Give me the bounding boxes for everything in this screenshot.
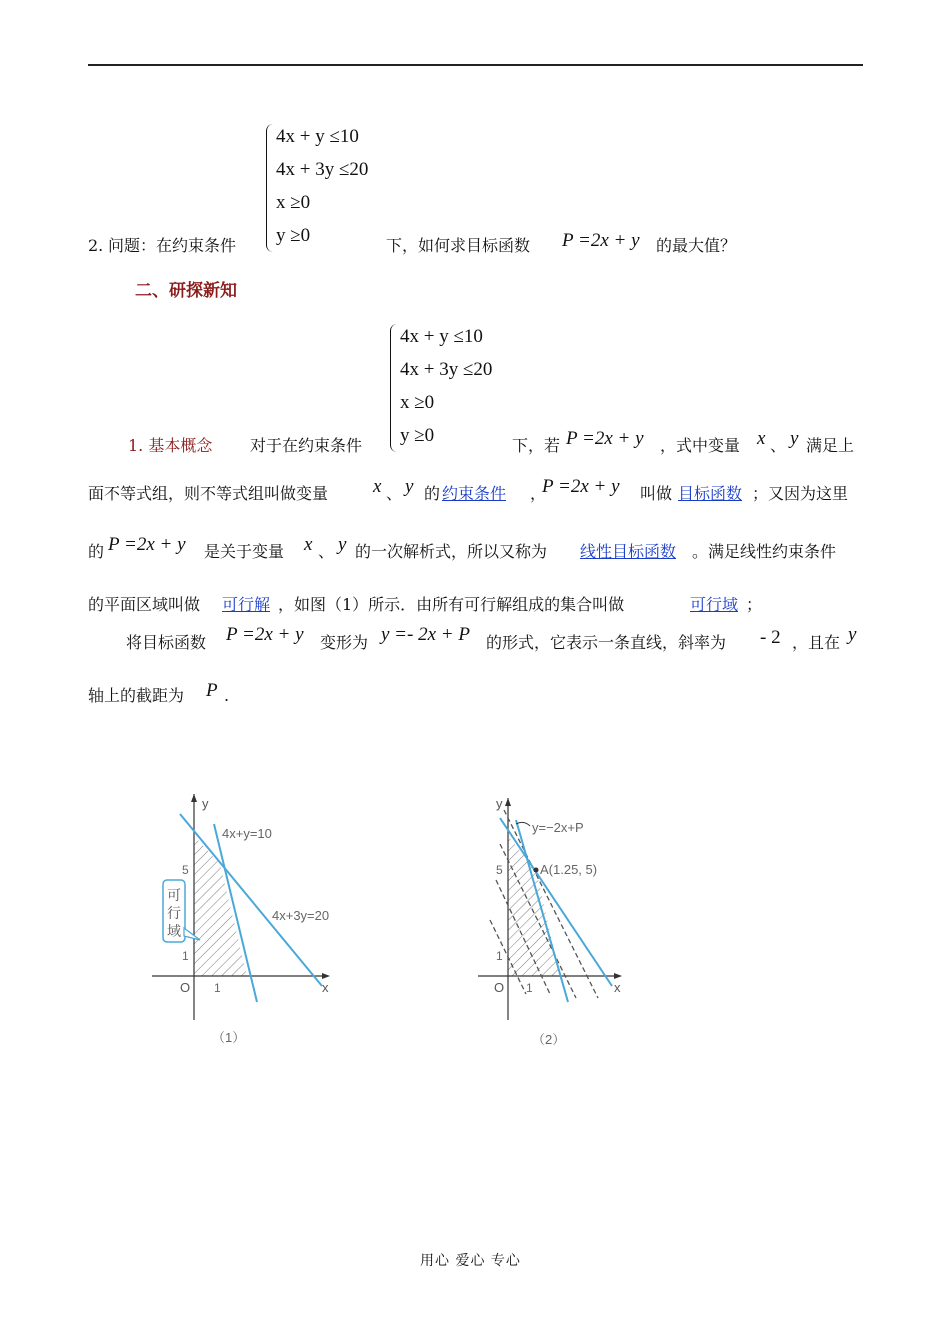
constraint-3: x ≥0 <box>276 192 311 213</box>
concept-l3-a: 的 <box>88 542 105 561</box>
region-label-char-1: 可 <box>167 887 181 903</box>
tick-label-y-5: 5 <box>182 863 189 877</box>
concept-l2-d: 叫做 <box>640 484 673 503</box>
y-axis-label: y <box>202 796 209 811</box>
link-linear-objective-function[interactable]: 线性目标函数 <box>580 542 677 561</box>
separator: 、 <box>770 436 787 455</box>
problem-objective: P =2x + y <box>562 230 640 251</box>
concept-l3-d: 。满足线性约束条件 <box>692 542 837 561</box>
concept-l6-end: . <box>224 686 230 705</box>
transformed-equation: y =- 2x + P <box>381 624 470 645</box>
header-rule <box>88 64 863 66</box>
concept-l5-b: 变形为 <box>320 633 369 652</box>
page-footer: 用心 爱心 专心 <box>420 1253 521 1269</box>
optimal-point-A <box>534 868 539 873</box>
concept-l2-a: 面不等式组，则不等式组叫做变量 <box>88 484 329 503</box>
separator: 、 <box>318 542 335 561</box>
var-x: x <box>757 428 766 449</box>
concept-objective: P =2x + y <box>542 476 620 497</box>
y-axis-label: y <box>496 796 503 811</box>
brace <box>266 124 273 252</box>
problem-prefix: 问题：在约束条件 <box>108 236 237 255</box>
figure-2-objective-lines <box>470 780 650 1060</box>
concept-objective: P =2x + y <box>566 428 644 449</box>
slope-value: - 2 <box>760 627 781 648</box>
concept-l1-tail-b: 满足上 <box>806 436 855 455</box>
concept-intro: 对于在约束条件 <box>250 436 363 455</box>
tick-label-y-1: 1 <box>496 949 503 963</box>
link-objective-function[interactable]: 目标函数 <box>678 484 743 503</box>
constraint-4: y ≥0 <box>276 225 311 246</box>
constraint-2: 4x + 3y ≤20 <box>400 359 493 380</box>
concept-l2-c: ， <box>530 484 547 503</box>
concept-l5-a: 将目标函数 <box>126 633 207 652</box>
concept-l5-c: 的形式，它表示一条直线，斜率为 <box>486 633 727 652</box>
figure-2-caption: （2） <box>532 1032 566 1047</box>
link-feasible-region[interactable]: 可行域 <box>690 595 739 614</box>
concept-l1-after: 下，若 <box>512 436 561 455</box>
concept-l3-c: 的一次解析式，所以又称为 <box>355 542 548 561</box>
tick-label-x-1: 1 <box>526 981 533 995</box>
x-axis-arrow <box>322 973 330 979</box>
region-label-char-2: 行 <box>167 905 181 921</box>
line2-label: 4x+3y=20 <box>272 908 330 923</box>
y-axis-arrow <box>191 794 197 802</box>
concept-l6-a: 轴上的截距为 <box>88 686 185 705</box>
figure-1-caption: （1） <box>212 1030 246 1045</box>
objective-line-label: y=−2x+P <box>532 820 584 835</box>
brace <box>390 324 397 452</box>
constraint-1: 4x + y ≤10 <box>400 326 483 347</box>
concept-l4-b: ，如图（1）所示．由所有可行解组成的集合叫做 <box>278 595 625 614</box>
problem-suffix-2: 的最大值？ <box>656 236 737 255</box>
var-y: y <box>338 534 347 555</box>
x-axis-label: x <box>614 980 621 995</box>
concept-l2-b: 的 <box>424 484 441 503</box>
concept-l5-d: ，且在 <box>792 633 841 652</box>
var-y: y <box>848 624 857 645</box>
tick-label-x-1: 1 <box>214 981 221 995</box>
x-axis-label: x <box>322 980 329 995</box>
link-constraint-condition[interactable]: 约束条件 <box>442 484 507 503</box>
var-y: y <box>790 428 799 449</box>
link-feasible-solution[interactable]: 可行解 <box>222 595 271 614</box>
separator: 、 <box>386 484 403 503</box>
line1-label: 4x+y=10 <box>222 826 272 841</box>
y-axis-arrow <box>505 798 511 806</box>
var-x: x <box>373 476 382 497</box>
concept-label: 1. 基本概念 <box>128 436 213 455</box>
feasible-region-hatch <box>194 836 247 976</box>
tick-label-y-5: 5 <box>496 863 503 877</box>
figure-1-feasible-region <box>140 780 370 1060</box>
concept-l2-e: ；又因为这里 <box>752 484 849 503</box>
origin-label: O <box>494 980 505 995</box>
concept-objective: P =2x + y <box>108 534 186 555</box>
x-axis-arrow <box>614 973 622 979</box>
concept-objective: P =2x + y <box>226 624 304 645</box>
concept-l3-b: 是关于变量 <box>204 542 285 561</box>
constraint-1: 4x + y ≤10 <box>276 126 359 147</box>
var-y: y <box>405 476 414 497</box>
origin-label: O <box>180 980 191 995</box>
constraint-3: x ≥0 <box>400 392 435 413</box>
region-label-char-3: 域 <box>167 923 181 939</box>
concept-l1-tail-a: ，式中变量 <box>660 436 741 455</box>
concept-l4-c: ； <box>746 595 763 614</box>
problem-number: 2. <box>88 236 104 255</box>
constraint-2: 4x + 3y ≤20 <box>276 159 369 180</box>
section-heading: 二、研探新知 <box>135 281 237 301</box>
constraint-4: y ≥0 <box>400 425 435 446</box>
var-x: x <box>304 534 313 555</box>
problem-suffix-1: 下，如何求目标函数 <box>386 236 531 255</box>
point-A-label: A(1.25, 5) <box>540 862 598 877</box>
intercept-var: P <box>206 680 218 701</box>
tick-label-y-1: 1 <box>182 949 189 963</box>
concept-l4-a: 的平面区域叫做 <box>88 595 201 614</box>
